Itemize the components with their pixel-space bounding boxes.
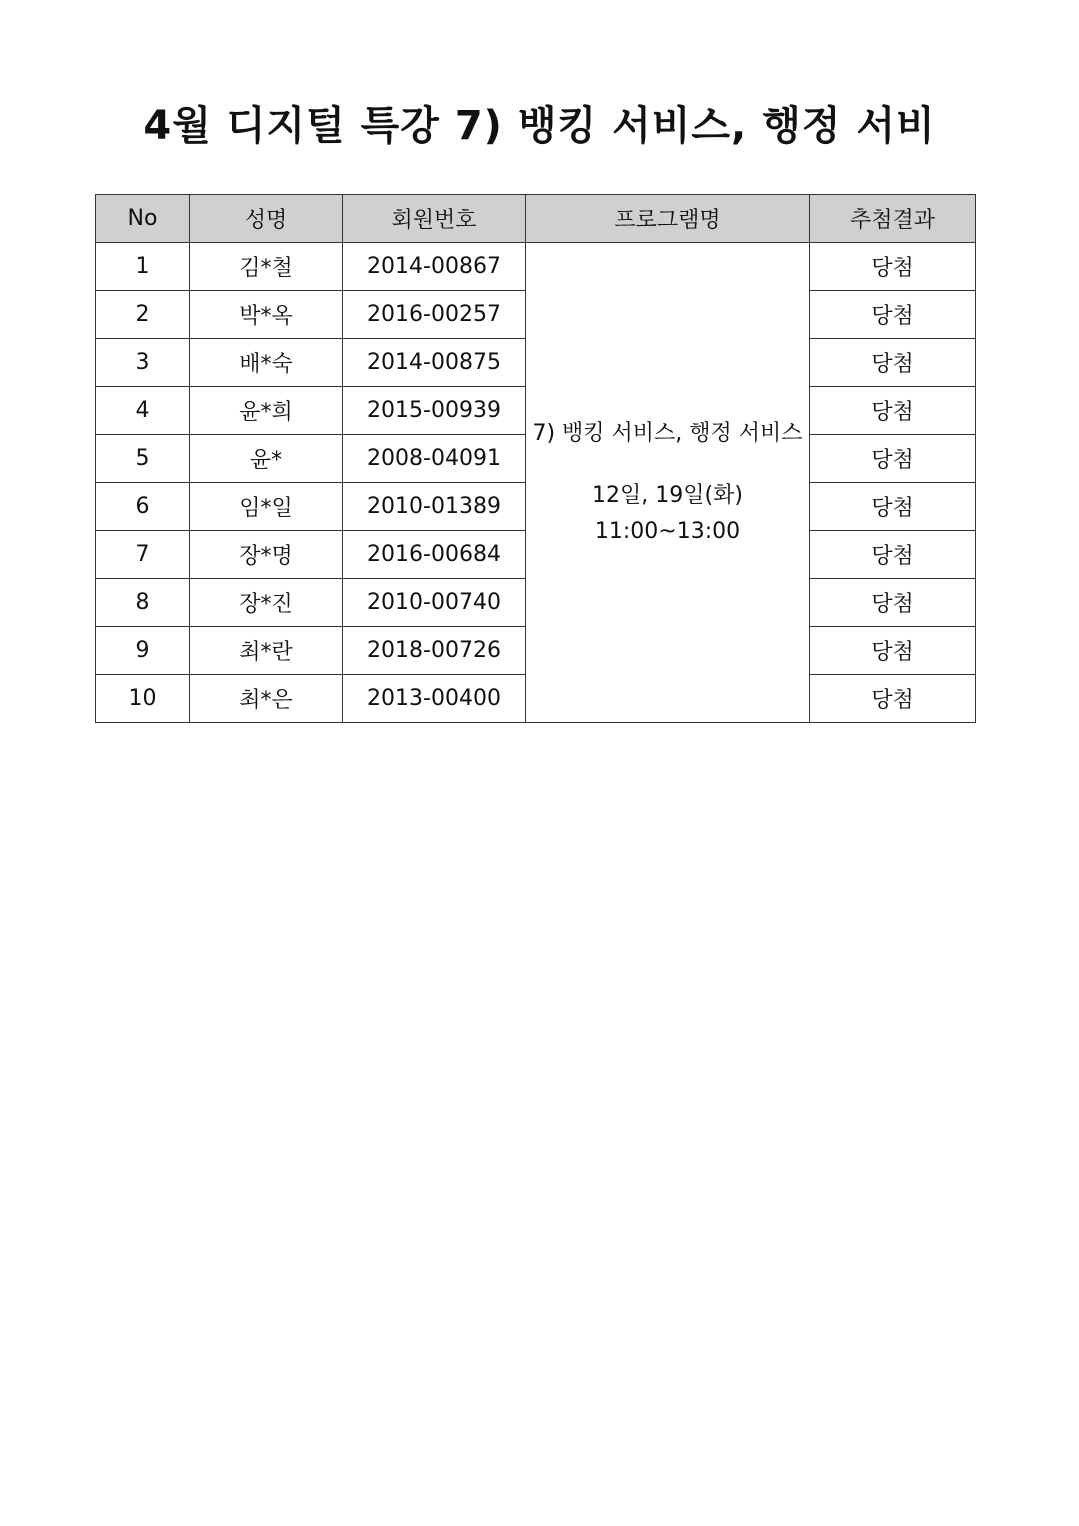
cell-name: 윤*희 <box>190 387 343 435</box>
cell-no: 5 <box>96 435 190 483</box>
cell-result: 당첨 <box>810 243 976 291</box>
lottery-results-table <box>95 194 976 723</box>
cell-result: 당첨 <box>810 435 976 483</box>
cell-no: 10 <box>96 675 190 723</box>
program-name: 7) 뱅킹 서비스, 행정 서비스 <box>532 420 803 446</box>
table-row <box>96 243 976 291</box>
cell-name: 배*숙 <box>190 339 343 387</box>
cell-name: 김*철 <box>190 243 343 291</box>
program-spacer <box>526 452 809 478</box>
cell-result: 당첨 <box>810 483 976 531</box>
cell-member-id: 2010-00740 <box>343 579 526 627</box>
header-member-id: 회원번호 <box>343 195 526 243</box>
cell-member-id: 2015-00939 <box>343 387 526 435</box>
cell-member-id: 2016-00257 <box>343 291 526 339</box>
cell-result: 당첨 <box>810 579 976 627</box>
header-row <box>96 195 976 243</box>
cell-no: 1 <box>96 243 190 291</box>
header-no: No <box>96 195 190 243</box>
cell-no: 7 <box>96 531 190 579</box>
header-program: 프로그램명 <box>526 195 810 243</box>
page-title: 4월 디지털 특강 7) 뱅킹 서비스, 행정 서비 <box>143 103 936 149</box>
cell-result: 당첨 <box>810 531 976 579</box>
cell-member-id: 2010-01389 <box>343 483 526 531</box>
cell-result: 당첨 <box>810 291 976 339</box>
cell-no: 6 <box>96 483 190 531</box>
cell-name: 윤* <box>190 435 343 483</box>
cell-program <box>526 243 810 723</box>
cell-member-id: 2013-00400 <box>343 675 526 723</box>
cell-member-id: 2018-00726 <box>343 627 526 675</box>
cell-name: 최*은 <box>190 675 343 723</box>
cell-name: 박*옥 <box>190 291 343 339</box>
cell-no: 8 <box>96 579 190 627</box>
cell-member-id: 2016-00684 <box>343 531 526 579</box>
cell-no: 9 <box>96 627 190 675</box>
cell-name: 장*명 <box>190 531 343 579</box>
cell-result: 당첨 <box>810 339 976 387</box>
cell-no: 3 <box>96 339 190 387</box>
cell-result: 당첨 <box>810 627 976 675</box>
header-result: 추첨결과 <box>810 195 976 243</box>
cell-name: 임*일 <box>190 483 343 531</box>
program-dates: 12일, 19일(화) <box>592 482 743 508</box>
cell-name: 장*진 <box>190 579 343 627</box>
cell-no: 2 <box>96 291 190 339</box>
cell-result: 당첨 <box>810 675 976 723</box>
cell-result: 당첨 <box>810 387 976 435</box>
cell-name: 최*란 <box>190 627 343 675</box>
cell-member-id: 2008-04091 <box>343 435 526 483</box>
program-time: 11:00~13:00 <box>594 518 741 544</box>
cell-member-id: 2014-00875 <box>343 339 526 387</box>
cell-no: 4 <box>96 387 190 435</box>
cell-member-id: 2014-00867 <box>343 243 526 291</box>
header-name: 성명 <box>190 195 343 243</box>
